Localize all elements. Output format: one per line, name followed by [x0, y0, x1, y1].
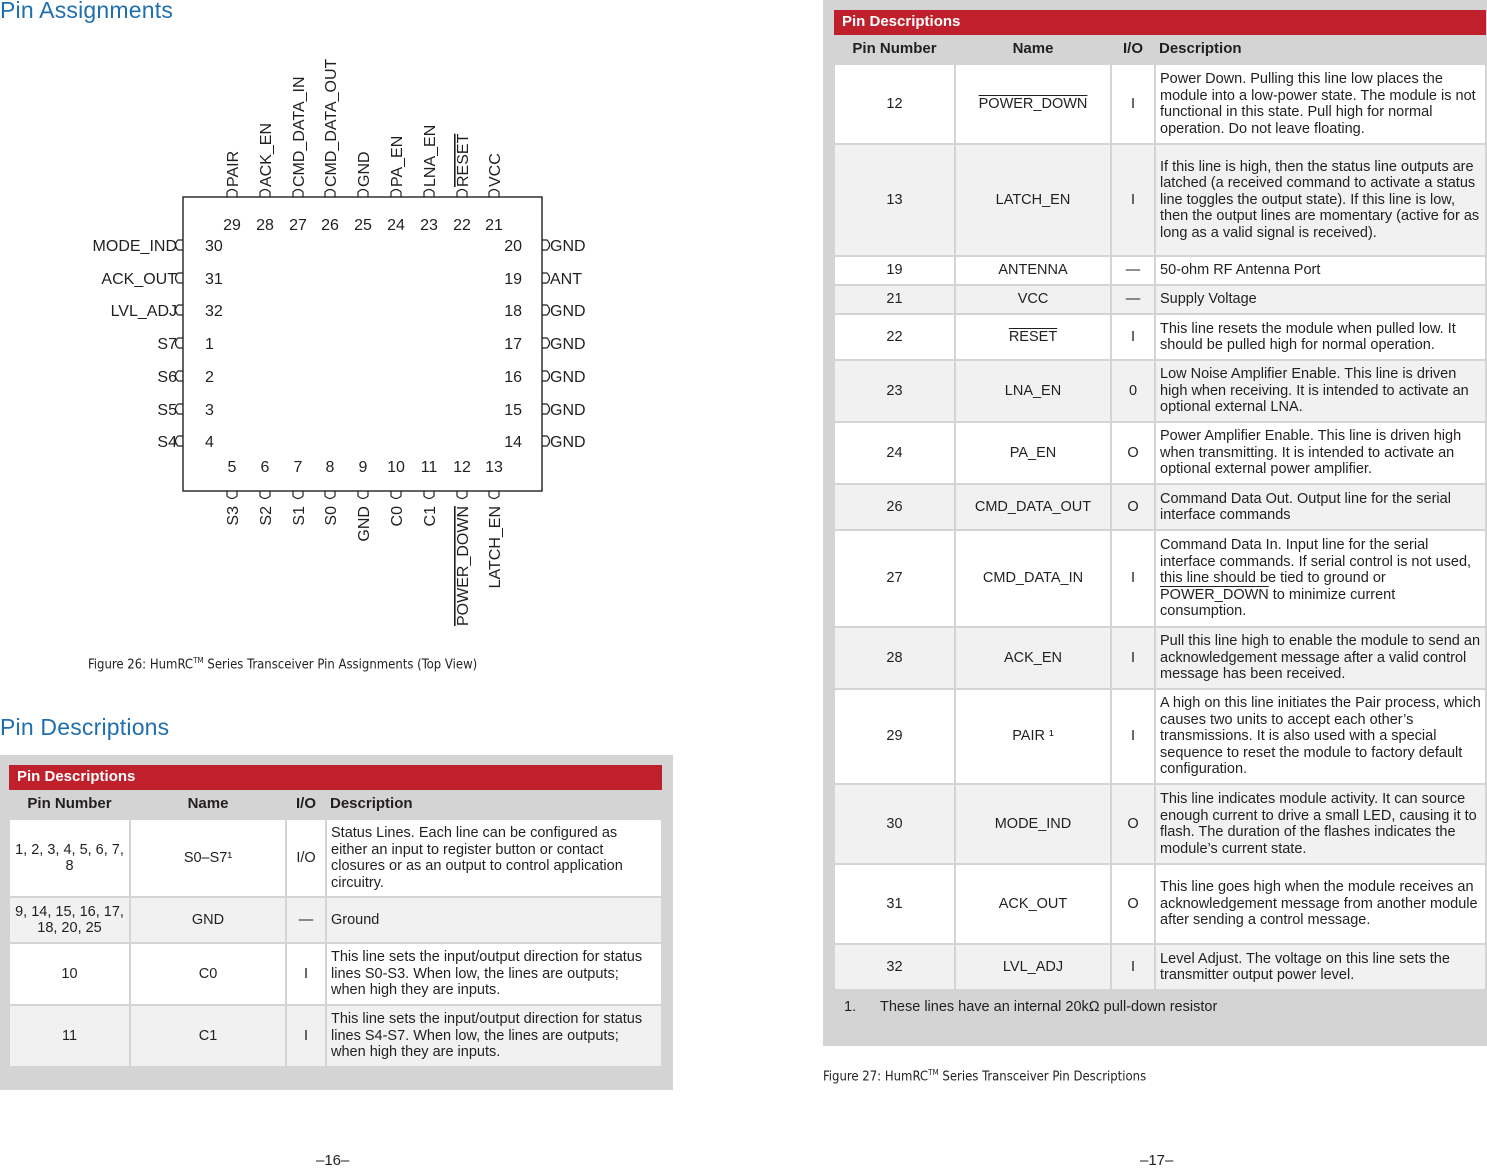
pin-pad — [227, 190, 237, 198]
cell-name: ACK_EN — [955, 627, 1111, 689]
table-footnote — [834, 990, 1486, 1024]
pin-label: ACK_EN — [258, 122, 275, 187]
cell-name: POWER_DOWN — [955, 64, 1111, 144]
module-outline — [183, 197, 542, 491]
pin-assignment-diagram — [0, 30, 680, 650]
pin-label: GND — [550, 369, 586, 386]
cell-io: — — [286, 897, 326, 943]
cell-io: I — [1111, 314, 1155, 360]
pin-pad — [325, 190, 335, 198]
cell-desc — [1155, 530, 1486, 627]
pin-assignments-heading: Pin Assignments — [0, 0, 174, 23]
table-row — [834, 530, 1486, 627]
cell-desc: This line sets the input/output direction for status lines S0-S3. When low, the lines are outputs; when high they are inputs. — [326, 943, 662, 1005]
cell-pin: 12 — [834, 64, 955, 144]
cell-desc: This line goes high when the module receives an acknowledgement message from another module after sending a control message. — [1155, 864, 1486, 944]
cell-io: I — [1111, 144, 1155, 256]
pin-number: 20 — [504, 238, 522, 255]
cell-name: MODE_IND — [955, 784, 1111, 864]
pin-number: 12 — [453, 459, 471, 476]
cell-name: GND — [130, 897, 286, 943]
table-row — [834, 689, 1486, 784]
cell-pin: 26 — [834, 484, 955, 530]
pin-label: GND — [550, 238, 586, 255]
cell-name: CMD_DATA_OUT — [955, 484, 1111, 530]
pin-label: CMD_DATA_OUT — [323, 58, 340, 187]
table-row — [834, 256, 1486, 285]
pin-number: 19 — [504, 271, 522, 288]
pin-number: 15 — [504, 402, 522, 419]
table-row — [834, 144, 1486, 256]
cell-pin: 27 — [834, 530, 955, 627]
pin-label: S4 — [157, 434, 177, 451]
cell-pin: 11 — [9, 1005, 130, 1067]
pin-descriptions-table-right — [823, 0, 1487, 1046]
pin-pad — [424, 491, 434, 499]
cell-pin: 28 — [834, 627, 955, 689]
cell-name: LNA_EN — [955, 360, 1111, 422]
col-io: I/O — [1111, 35, 1155, 65]
pin-pad — [542, 305, 550, 315]
pin-label: VCC — [487, 153, 504, 187]
pin-pad — [227, 491, 237, 499]
pin-label: GND — [356, 151, 373, 187]
pin-label: PAIR — [225, 150, 242, 187]
cell-desc: Power Amplifier Enable. This line is driven high when transmitting. It is intended to activate an optional external power amplifier. — [1155, 422, 1486, 484]
table-row — [834, 360, 1486, 422]
pin-number: 21 — [485, 217, 503, 234]
pin-number: 25 — [354, 217, 372, 234]
pin-label: S6 — [157, 369, 177, 386]
cell-pin: 29 — [834, 689, 955, 784]
table-row — [9, 943, 662, 1005]
caption-text: Figure 26: HumRC — [88, 657, 194, 673]
pin-label: PA_EN — [389, 135, 406, 187]
pin-number: 6 — [260, 459, 270, 476]
pin-label: ACK_OUT — [101, 271, 177, 288]
pin-label: S0 — [323, 506, 340, 526]
cell-name: ACK_OUT — [955, 864, 1111, 944]
cell-pin: 31 — [834, 864, 955, 944]
caption-tm: TM — [193, 656, 204, 665]
pin-label: GND — [356, 506, 373, 542]
pin-number: 7 — [293, 459, 303, 476]
pin-number: 22 — [453, 217, 471, 234]
pin-number: 14 — [504, 434, 522, 451]
pin-number: 4 — [205, 434, 214, 451]
col-description: Description — [1155, 35, 1486, 65]
pin-number: 1 — [205, 336, 214, 353]
cell-name: CMD_DATA_IN — [955, 530, 1111, 627]
cell-io: I — [1111, 64, 1155, 144]
cell-io: O — [1111, 784, 1155, 864]
pin-label: ANT — [550, 271, 582, 288]
cell-name: C0 — [130, 943, 286, 1005]
cell-pin: 1, 2, 3, 4, 5, 6, 7, 8 — [9, 819, 130, 897]
pin-pad — [457, 190, 467, 198]
table-row — [834, 285, 1486, 314]
table-banner: Pin Descriptions — [834, 10, 1486, 35]
cell-pin: 24 — [834, 422, 955, 484]
pin-label: GND — [550, 434, 586, 451]
table-row — [834, 314, 1486, 360]
pin-number: 13 — [485, 459, 503, 476]
cell-pin: 10 — [9, 943, 130, 1005]
cell-name: LVL_ADJ — [955, 944, 1111, 990]
cell-io: O — [1111, 484, 1155, 530]
cell-desc: Level Adjust. The voltage on this line sets the transmitter output power level. — [1155, 944, 1486, 990]
caption-text: Figure 27: HumRC — [823, 1069, 929, 1085]
cell-desc: Ground — [326, 897, 662, 943]
cell-pin: 13 — [834, 144, 955, 256]
pin-number: 17 — [504, 336, 522, 353]
pin-pad — [542, 338, 550, 348]
cell-desc: This line indicates module activity. It can source enough current to drive a small LED, causing it to flash. The duration of the flashes indicates the module’s current state. — [1155, 784, 1486, 864]
cell-desc: Low Noise Amplifier Enable. This line is driven high when receiving. It is intended to activate an optional external LNA. — [1155, 360, 1486, 422]
cell-io: O — [1111, 864, 1155, 944]
pin-pad — [260, 491, 270, 499]
cell-io: I — [1111, 944, 1155, 990]
table-row — [834, 484, 1486, 530]
pin-number: 28 — [256, 217, 274, 234]
cell-name: ANTENNA — [955, 256, 1111, 285]
caption-text-end: Series Transceiver Pin Descriptions — [938, 1069, 1147, 1085]
col-description: Description — [326, 790, 662, 820]
cell-desc: This line sets the input/output direction for status lines S4-S7. When low, the lines are outputs; when high they are inputs. — [326, 1005, 662, 1067]
pin-label: GND — [550, 303, 586, 320]
pin-label: S2 — [258, 506, 275, 526]
page-number-17: –17– — [1140, 1152, 1174, 1169]
pin-number: 3 — [205, 402, 214, 419]
pin-number: 11 — [420, 459, 438, 476]
cell-desc: Pull this line high to enable the module to send an acknowledgement message after a valid control message has been received. — [1155, 627, 1486, 689]
pin-number: 24 — [387, 217, 405, 234]
cell-io: I — [1111, 627, 1155, 689]
figure-27-caption — [823, 1068, 1146, 1084]
table-row — [834, 864, 1486, 944]
pin-pad — [391, 190, 401, 198]
pin-descriptions-table-left — [0, 755, 673, 1090]
cell-name: VCC — [955, 285, 1111, 314]
pin-number: 8 — [325, 459, 335, 476]
pin-pad — [542, 404, 550, 414]
pin-pad — [325, 491, 335, 499]
pin-descriptions-heading: Pin Descriptions — [0, 714, 170, 740]
cell-io: O — [1111, 422, 1155, 484]
pin-number: 2 — [205, 369, 214, 386]
table-banner: Pin Descriptions — [9, 765, 662, 790]
col-io: I/O — [286, 790, 326, 820]
table-row — [834, 422, 1486, 484]
cell-desc: This line resets the module when pulled low. It should be pulled high for normal operation. — [1155, 314, 1486, 360]
pin-number: 16 — [504, 369, 522, 386]
cell-desc: If this line is high, then the status line outputs are latched (a received command to activate a status line toggles the output state). If this line is low, then the output lines are momentary (active for as long as a valid signal is received). — [1155, 144, 1486, 256]
cell-io: I — [1111, 530, 1155, 627]
cell-name: LATCH_EN — [955, 144, 1111, 256]
pin-pad — [542, 240, 550, 250]
table-row — [9, 1005, 662, 1067]
cell-io: I — [286, 1005, 326, 1067]
table-row — [834, 784, 1486, 864]
pin-label: CMD_DATA_IN — [291, 76, 308, 187]
footnote-number: 1. — [844, 999, 857, 1015]
pin-label: C1 — [422, 506, 439, 527]
pin-number: 31 — [205, 271, 223, 288]
pin-label: LVL_ADJ — [110, 303, 177, 320]
col-pin-number: Pin Number — [834, 35, 955, 65]
cell-name: PAIR ¹ — [955, 689, 1111, 784]
pin-number: 26 — [321, 217, 339, 234]
cell-pin: 23 — [834, 360, 955, 422]
cell-name: RESET — [955, 314, 1111, 360]
cell-name: C1 — [130, 1005, 286, 1067]
pin-pad — [391, 491, 401, 499]
caption-text-end: Series Transceiver Pin Assignments (Top View) — [203, 657, 478, 673]
cell-desc: Command Data Out. Output line for the serial interface commands — [1155, 484, 1486, 530]
cell-pin: 9, 14, 15, 16, 17, 18, 20, 25 — [9, 897, 130, 943]
pin-pad — [358, 190, 368, 198]
pin-label: S3 — [225, 506, 242, 526]
cell-pin: 30 — [834, 784, 955, 864]
pin-pad — [358, 491, 368, 499]
cell-name: PA_EN — [955, 422, 1111, 484]
pin-label: GND — [550, 402, 586, 419]
pin-number: 10 — [387, 459, 405, 476]
pin-pad — [489, 491, 499, 499]
pin-pad — [542, 371, 550, 381]
pin-label: S5 — [157, 402, 177, 419]
cell-pin: 21 — [834, 285, 955, 314]
cell-desc: Status Lines. Each line can be configured as either an input to register button or contact closures or as an output to control application circuitry. — [326, 819, 662, 897]
pin-label: MODE_IND — [92, 238, 177, 255]
cell-io: 0 — [1111, 360, 1155, 422]
cell-pin: 22 — [834, 314, 955, 360]
pin-label: RESET — [455, 133, 472, 187]
desc-text-end: to minimize current consumption. — [1160, 586, 1396, 620]
cell-desc: A high on this line initiates the Pair process, which causes two units to accept each other’s transmissions. It is also used with a special sequence to reset the module to factory default configuration. — [1155, 689, 1486, 784]
pin-pad — [424, 190, 434, 198]
pin-number: 32 — [205, 303, 223, 320]
pin-label: GND — [550, 336, 586, 353]
cell-pin: 32 — [834, 944, 955, 990]
pin-number: 5 — [227, 459, 237, 476]
cell-io: I — [286, 943, 326, 1005]
cell-io: I/O — [286, 819, 326, 897]
pin-number: 9 — [358, 459, 368, 476]
col-name: Name — [955, 35, 1111, 65]
pin-pad — [542, 273, 550, 283]
pin-label: LNA_EN — [422, 124, 439, 187]
pin-pad — [293, 190, 303, 198]
table-row — [834, 64, 1486, 144]
pin-label: S7 — [157, 336, 177, 353]
table-row — [834, 944, 1486, 990]
cell-io: — — [1111, 285, 1155, 314]
pin-label: S1 — [291, 506, 308, 526]
col-name: Name — [130, 790, 286, 820]
pin-number: 30 — [205, 238, 223, 255]
desc-text: Command Data In. Input line for the serial interface commands. If serial control is not used, this line should be tied to ground or — [1160, 537, 1472, 587]
pin-pad — [260, 190, 270, 198]
pin-pad — [293, 491, 303, 499]
cell-io: — — [1111, 256, 1155, 285]
pin-number: 29 — [223, 217, 241, 234]
cell-desc: Supply Voltage — [1155, 285, 1486, 314]
pin-pad — [457, 491, 467, 499]
pin-label: POWER_DOWN — [455, 506, 472, 626]
caption-tm: TM — [928, 1068, 939, 1077]
cell-desc: 50-ohm RF Antenna Port — [1155, 256, 1486, 285]
pin-pad — [542, 436, 550, 446]
footnote-text: These lines have an internal 20kΩ pull-down resistor — [880, 999, 1218, 1015]
cell-name: S0–S7¹ — [130, 819, 286, 897]
pin-label: C0 — [389, 506, 406, 527]
page-number-16: –16– — [316, 1152, 350, 1169]
table-row — [834, 627, 1486, 689]
table-row — [9, 819, 662, 897]
desc-signal-name: POWER_DOWN — [1160, 586, 1269, 603]
figure-26-caption — [88, 656, 477, 672]
pin-number: 23 — [420, 217, 438, 234]
col-pin-number: Pin Number — [9, 790, 130, 820]
table-row — [9, 897, 662, 943]
cell-io: I — [1111, 689, 1155, 784]
pin-label: LATCH_EN — [487, 506, 504, 589]
pin-number: 18 — [504, 303, 522, 320]
pin-number: 27 — [289, 217, 307, 234]
cell-desc: Power Down. Pulling this line low places the module into a low-power state. The module is not functional in this state. Pull high for normal operation. Do not leave floating. — [1155, 64, 1486, 144]
pin-pad — [489, 190, 499, 198]
cell-pin: 19 — [834, 256, 955, 285]
